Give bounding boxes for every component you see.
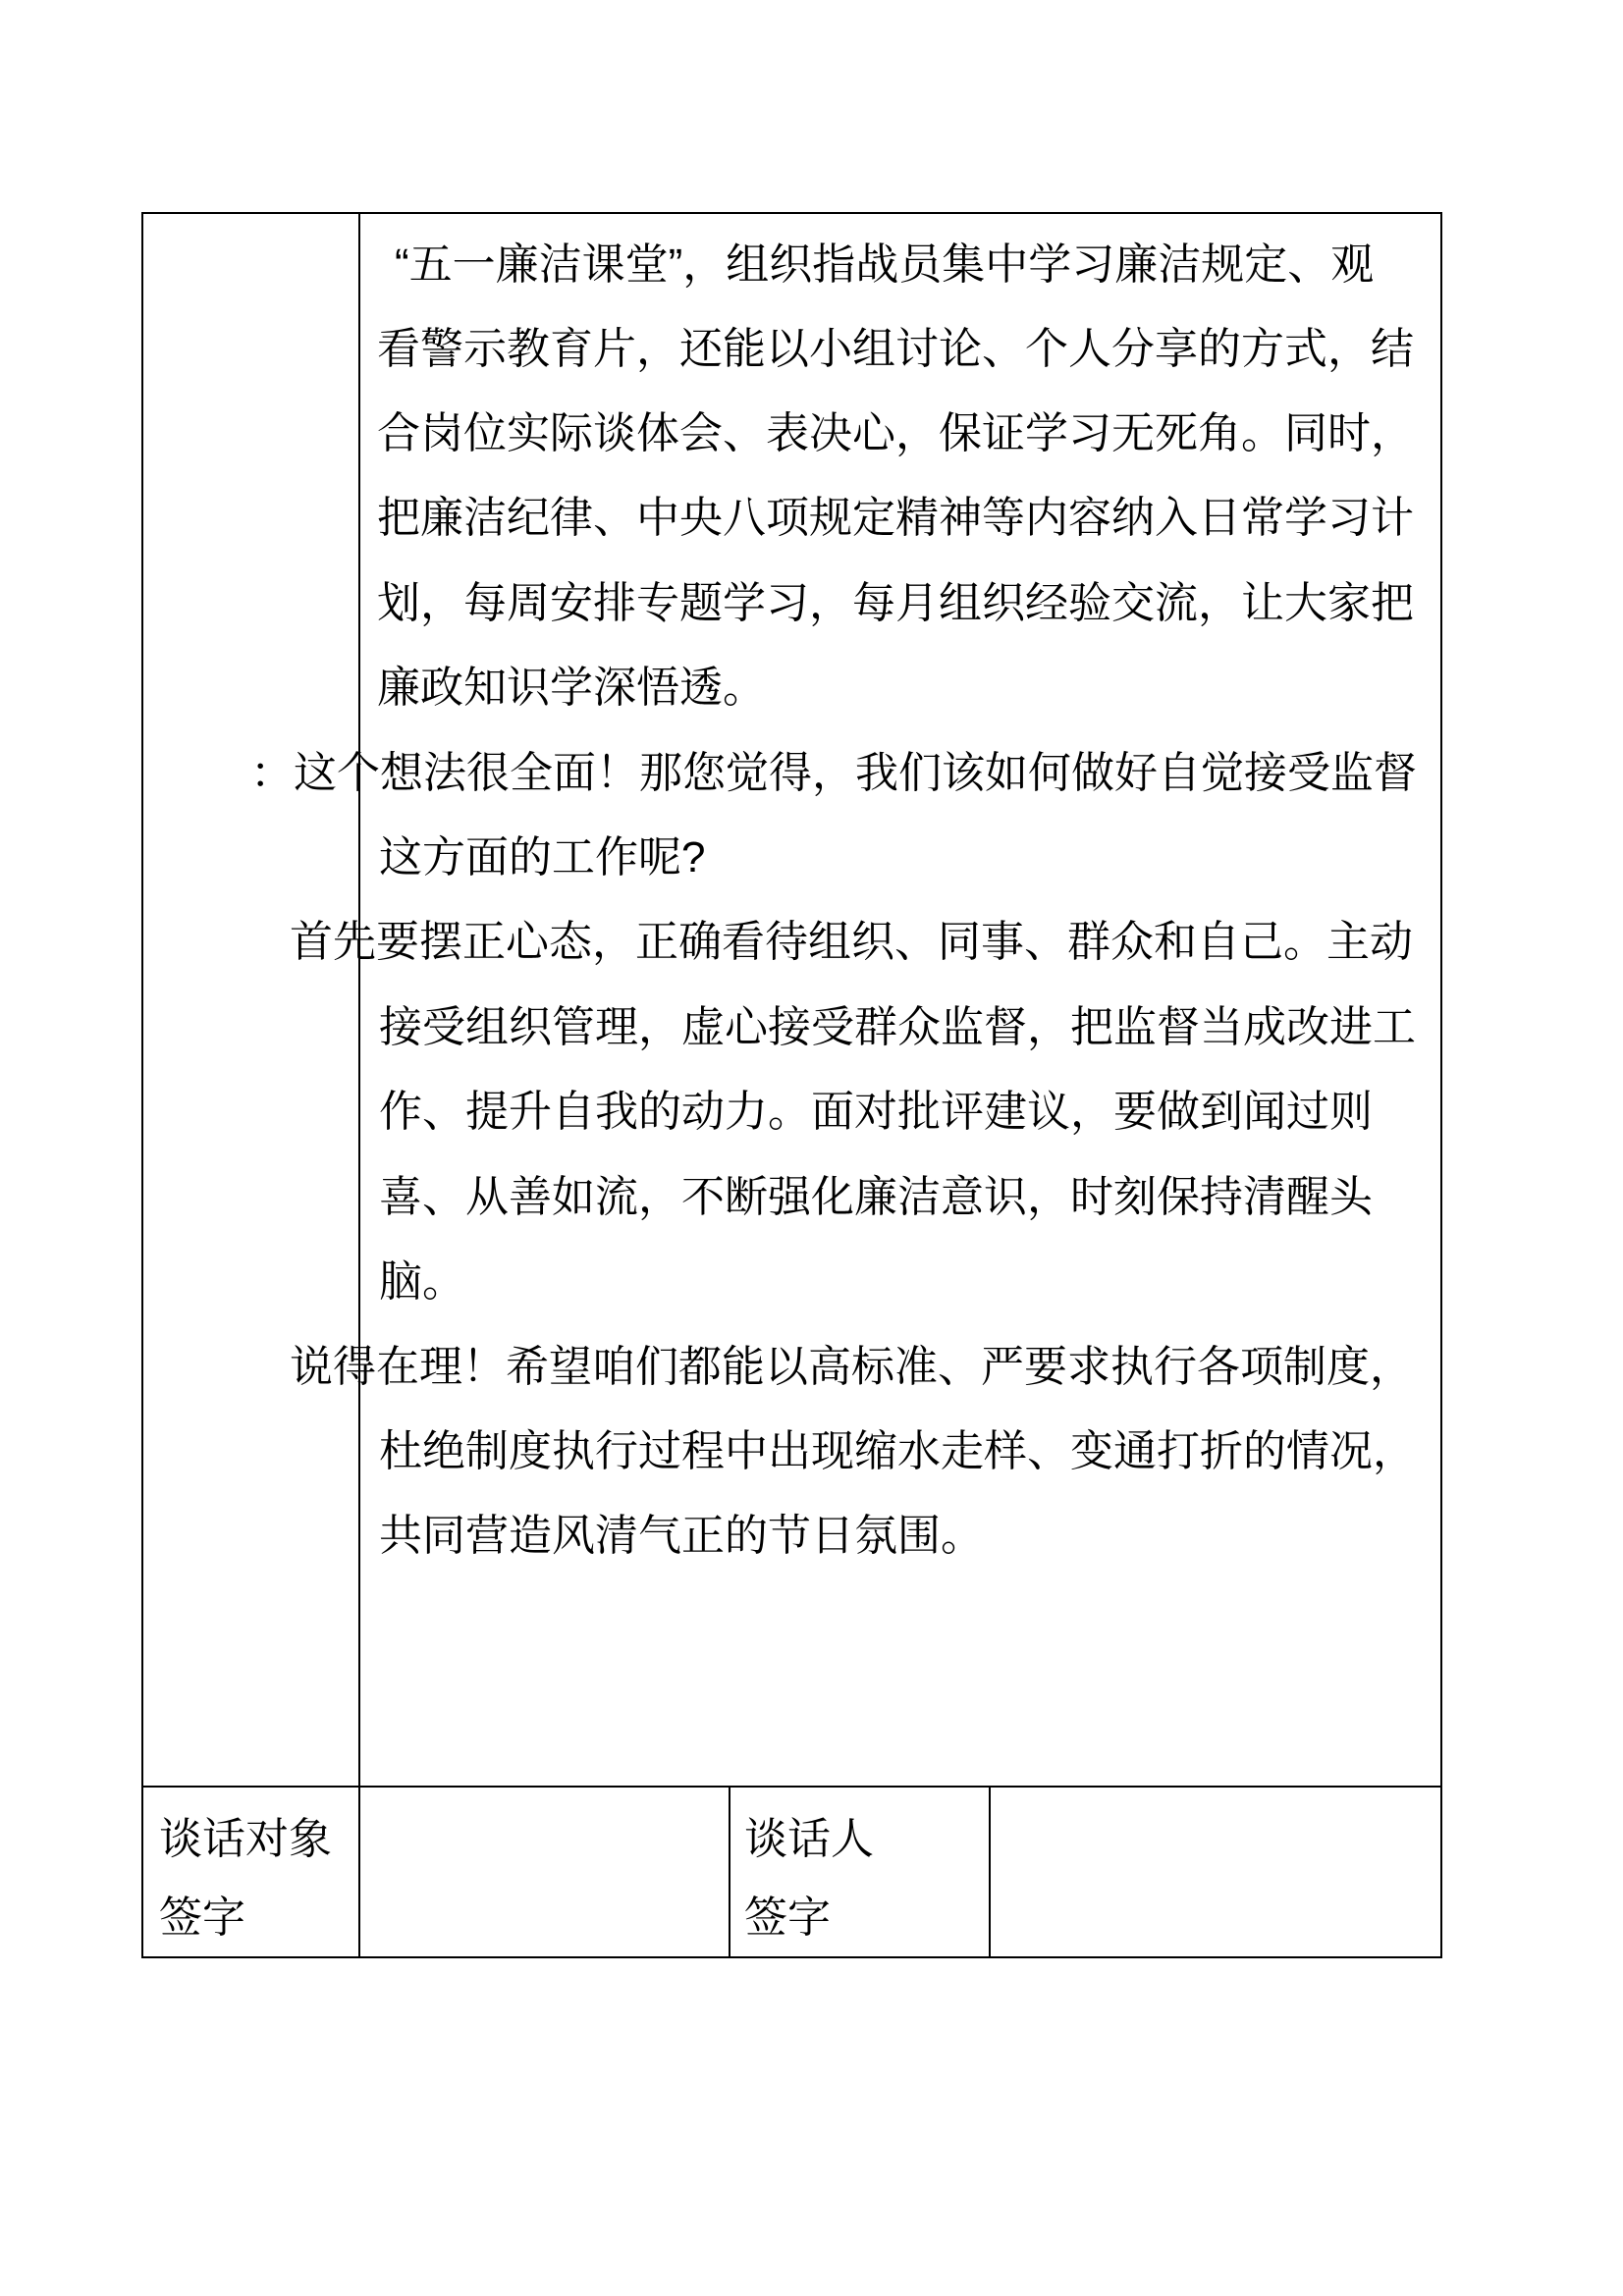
transcript-line: 脑。 [379, 1257, 465, 1306]
transcript-line: ：这个想法很全面！那您觉得，我们该如何做好自觉接受监督 [250, 749, 1417, 797]
speaker-column-empty-cell [143, 214, 358, 1786]
transcript-line: 看警示教育片，还能以小组讨论、个人分享的方式，结 [377, 325, 1414, 373]
transcript-line: 接受组织管理，虚心接受群众监督，把监督当成改进工 [379, 1003, 1416, 1051]
transcript-line: 首先要摆正心态，正确看待组织、同事、群众和自己。主动 [290, 918, 1413, 966]
subject-signature-field[interactable] [360, 1789, 729, 1956]
signature-row-divider [729, 1788, 730, 1958]
transcript-line: 喜、从善如流，不断强化廉洁意识，时刻保持清醒头 [379, 1173, 1373, 1221]
transcript-line: 廉政知识学深悟透。 [377, 664, 766, 712]
interviewer-signature-field[interactable] [991, 1789, 1440, 1956]
transcript-line: 作、提升自我的动力。面对批评建议，要做到闻过则 [379, 1088, 1373, 1136]
speaker-column-divider [358, 212, 360, 1788]
transcript-line: 杜绝制度执行过程中出现缩水走样、变通打折的情况， [379, 1427, 1416, 1475]
interviewer-signature-label: 签字 [744, 1894, 831, 1942]
subject-signature-label: 谈话对象 [159, 1815, 332, 1863]
interview-record-table [141, 212, 1442, 1958]
transcript-line: 这方面的工作呢? [379, 833, 706, 881]
interviewer-signature-label: 谈话人 [744, 1815, 874, 1863]
transcript-line: “五一廉洁课堂”，组织指战员集中学习廉洁规定、观 [395, 240, 1375, 289]
subject-signature-label: 签字 [159, 1894, 245, 1942]
transcript-line: 说得在理！希望咱们都能以高标准、严要求执行各项制度， [290, 1343, 1413, 1391]
transcript-line: 共同营造风清气正的节日氛围。 [379, 1512, 984, 1560]
transcript-line: 划，每周安排专题学习，每月组织经验交流，让大家把 [377, 579, 1414, 627]
transcript-line: 把廉洁纪律、中央八项规定精神等内容纳入日常学习计 [377, 494, 1414, 542]
transcript-line: 合岗位实际谈体会、表决心，保证学习无死角。同时， [377, 409, 1414, 457]
